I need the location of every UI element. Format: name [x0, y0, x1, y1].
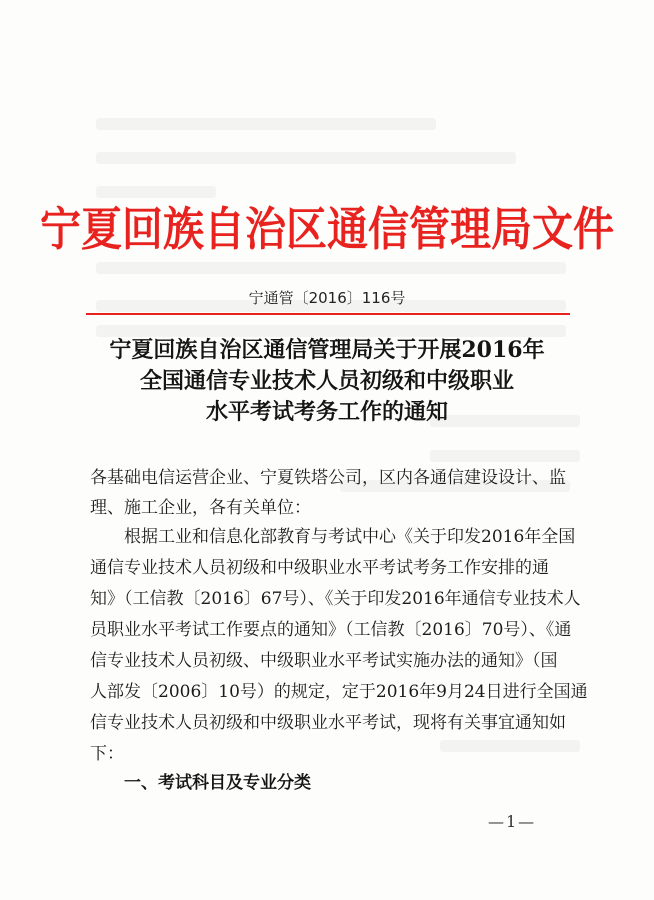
page-number: —1— [488, 812, 537, 831]
document-header-title: 宁夏回族自治区通信管理局文件 [40, 202, 614, 257]
body-paragraph [90, 522, 590, 770]
body-line: 下： [90, 744, 124, 764]
section-heading: 一、考试科目及专业分类 [124, 773, 311, 793]
addressee-block [90, 463, 590, 523]
body-line: 根据工业和信息化部教育与考试中心《关于印发2016年全国 [124, 527, 576, 547]
addressee-line: 各基础电信运营企业、宁夏铁塔公司，区内各通信建设设计、监 [90, 468, 566, 488]
notice-title-line: 全国通信专业技术人员初级和中级职业 [139, 368, 514, 394]
notice-title-line: 宁夏回族自治区通信管理局关于开展2016年 [109, 337, 545, 363]
body-line: 人部发〔2006〕10号）的规定，定于2016年9月24日进行全国通 [90, 682, 588, 702]
body-line: 员职业水平考试工作要点的通知》（工信教〔2016〕70号）、《通 [90, 620, 572, 640]
notice-title-line: 水平考试考务工作的通知 [205, 399, 448, 425]
body-line: 知》（工信教〔2016〕67号）、《关于印发2016年通信专业技术人 [90, 589, 581, 609]
document-number: 宁通管〔2016〕116号 [248, 289, 406, 307]
body-line: 信专业技术人员初级和中级职业水平考试，现将有关事宜通知如 [90, 713, 566, 733]
body-line: 信专业技术人员初级、中级职业水平考试实施办法的通知》（国 [90, 651, 558, 671]
addressee-line: 理、施工企业，各有关单位： [90, 498, 311, 518]
notice-title [60, 335, 594, 428]
body-line: 通信专业技术人员初级和中级职业水平考试考务工作安排的通 [90, 558, 549, 578]
header-red-divider [86, 313, 570, 315]
